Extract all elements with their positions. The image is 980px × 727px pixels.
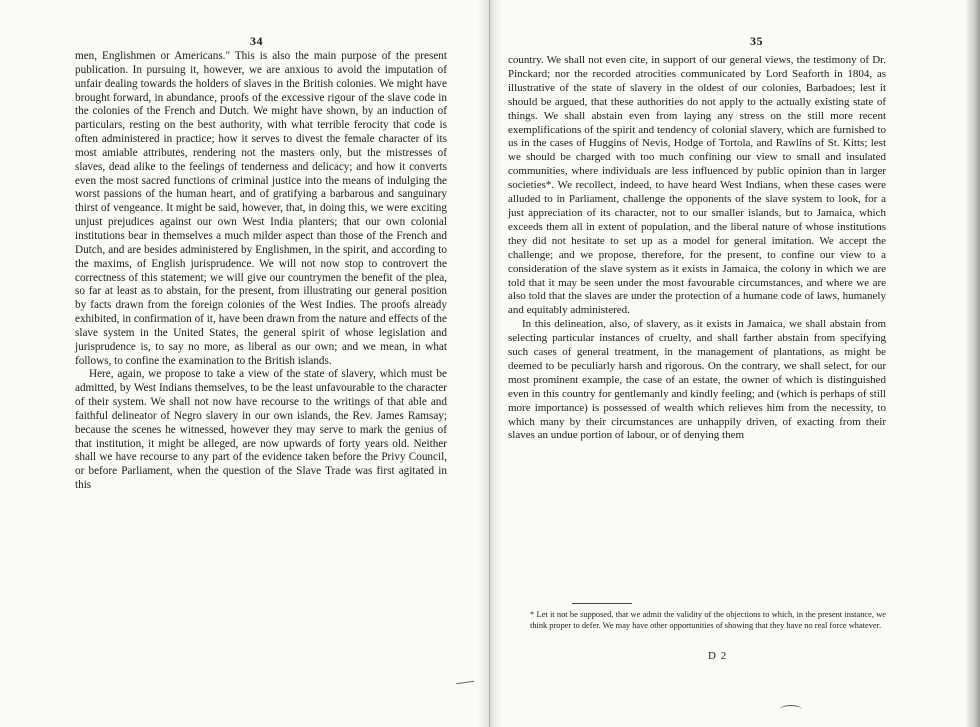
paragraph: country. We shall not even cite, in support of our general views, the testimony of Dr. Pinckard; nor the recorded atrocities communicated by Lord Seaforth in 1804, as illustrative of the state of slavery in the oldest of our colonies, Barbadoes; lest it should be argued, that these authorities do not apply to the actually existing state of things. We shall abstain even from laying any stress on the still more recent exemplifications of the spirit and tendency of colonial slavery, which are furnished to us in the cases of Huggins of Nevis, Hodge of Tortola, and Rawlins of St. Kitts; lest we should be charged with too much confining our view to small and insulated communities, where individuals are less influenced by public opinion than in larger societies*. We recollect, indeed, to have heard West Indians, when these cases were alluded to in Parliament, challenge the opponents of the slave system to look, for a just appreciation of its character, not to our smaller islands, but to Jamaica, which exceeds them all in extent of population, and the liberal nature of whose institutions they did not hesitate to set up as a model for general imitation. We accept the challenge; and we propose, therefore, for the present, to confine our view to a consideration of the slave system as it exists in Jamaica, the colony in which we are told that it may be seen under the most favourable circumstances, and where we are also told that the slaves are under the protection of a humane code of laws, humanely and equitably administered. — [508, 54, 886, 317]
signature-mark: D 2 — [708, 650, 728, 662]
page-number: 34 — [250, 34, 263, 48]
stray-mark — [456, 679, 474, 684]
paragraph: Here, again, we propose to take a view of the state of slavery, which must be admitted, by West Indians themselves, to be the least unfavourable to the character of their system. We shall not now have recourse to the writings of that able and faithful delineator of Negro slavery in our own islands, the Rev. James Ramsay; because the scenes he witnessed, however they may serve to mark the genius of that institution, it might be alleged, are now upwards of forty years old. Neither shall we have recourse to any part of the evidence taken before the Privy Council, or before Parliament, when the question of the Slave Trade was first agitated in this — [75, 368, 447, 492]
paragraph: In this delineation, also, of slavery, as it exists in Jamaica, we shall abstain from selecting particular instances of cruelty, and shall farther abstain from specifying such cases of general treatment, in the management of plantations, as might be deemed to be peculiarly harsh and rigorous. On the contrary, we shall select, for our most prominent example, the case of an estate, the owner of which is distinguished even in this country for gentlemanly and kindly feeling; and (which is perhaps of still more importance) is possessed of wealth which relieves him from the necessity, to which many by their circumstances are unhappily driven, of exacting from their slaves an undue portion of labour, or of denying them — [508, 318, 886, 442]
right-page — [490, 0, 980, 727]
footnote-rule — [572, 603, 632, 604]
left-page-body — [75, 50, 447, 493]
right-page-body — [508, 54, 886, 443]
footnote: * Let it not be supposed, that we admit the validity of the objections to which, in the present instance, we think proper to defer. We may have other opportunities of showing that they have no real force whatever. — [530, 610, 886, 630]
page-number: 35 — [750, 34, 763, 48]
stray-mark — [780, 705, 802, 714]
paragraph: men, Englishmen or Americans." This is also the main purpose of the present publication. In pursuing it, however, we are anxious to avoid the imputation of unfair dealing towards the holders of slaves in the British colonies. We might have brought forward, in abundance, proofs of the excessive rigour of the slave code in the colonies of the French and Dutch. We might have shown, by an induction of particulars, resting on the best authority, with what terrible ferocity that code is often administered in practice; how it serves to divest the female character of its most amiable attributes, rendering not the masters only, but the mistresses of slaves, dead alike to the feelings of tenderness and delicacy; and how it converts even the most sacred functions of criminal justice into the means of indulging the worst passions of the human heart, and of gratifying a barbarous and sanguinary thirst of vengeance. It might be said, however, that, in doing this, we were exciting unjust prejudices against our own West India planters; that our own colonial institutions bear in themselves a much milder aspect than those of the French and Dutch, and are besides administered by Englishmen, in the spirit, and according to the maxims, of English jurisprudence. We will not now stop to controvert the correctness of this statement; we will give our countrymen the benefit of the plea, so far at least as to abstain, for the present, from illustrating our general position by facts drawn from the foreign colonies of the West Indies. The proofs already exhibited, in confirmation of it, have been drawn from the nature and effects of the slave system in the United States, the general spirit of whose legislation and jurisprudence is, to say no more, as liberal as our own; and we mean, in what follows, to confine the examination to the British islands. — [75, 50, 447, 367]
